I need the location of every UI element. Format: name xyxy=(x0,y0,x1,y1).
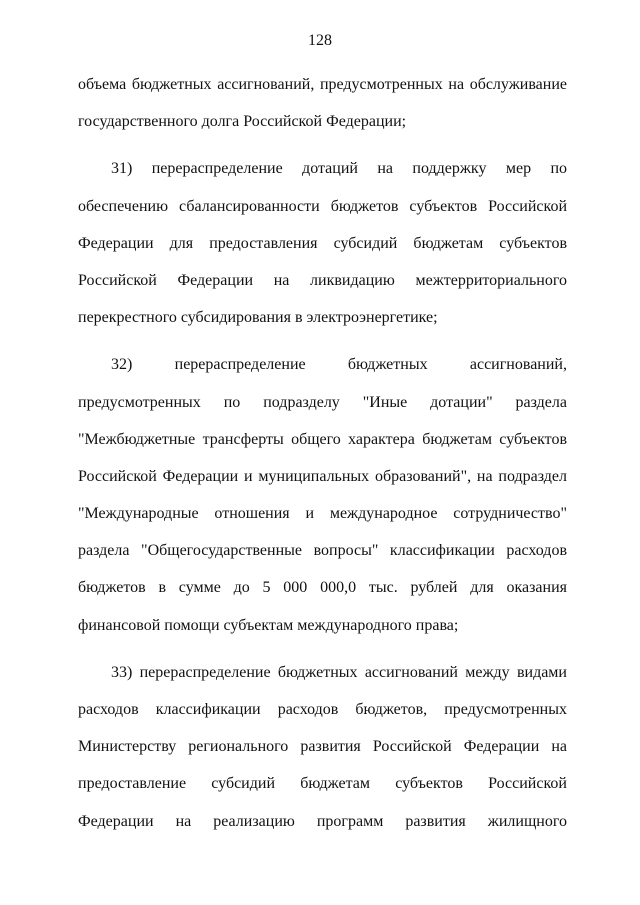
paragraph-item-33 xyxy=(78,654,567,840)
document-body xyxy=(78,66,567,840)
page-number: 128 xyxy=(308,32,332,49)
text-line: Федерации на реализацию программ развития жилищного xyxy=(78,812,567,830)
text-line: Министерству регионального развития Российской Федерации на xyxy=(78,738,567,756)
text-line: объема бюджетных ассигнований, предусмотренных на обслуживание xyxy=(78,76,567,93)
text-line: расходов классификации расходов бюджетов, предусмотренных xyxy=(78,701,567,718)
text-line: финансовой помощи субъектам международного права; xyxy=(78,616,459,634)
text-line: перекрестного субсидирования в электроэнергетике; xyxy=(78,309,438,327)
text-line: 33) перераспределение бюджетных ассигнований между видами xyxy=(111,663,567,681)
text-line: "Международные отношения и международное сотрудничество" xyxy=(78,505,567,523)
text-line: 32) перераспределение бюджетных ассигнований, xyxy=(111,356,567,374)
text-line: Российской Федерации на ликвидацию межтерриториального xyxy=(78,271,567,289)
text-line: раздела "Общегосударственные вопросы" классификации расходов xyxy=(78,542,567,560)
text-line: "Межбюджетные трансферты общего характера бюджетам субъектов xyxy=(78,430,567,448)
text-line: обеспечению сбалансированности бюджетов субъектов Российской xyxy=(78,197,567,215)
text-line: предусмотренных по подразделу "Иные дотации" раздела xyxy=(78,393,567,411)
paragraph-item-32 xyxy=(78,346,567,644)
text-line: Федерации для предоставления субсидий бюджетам субъектов xyxy=(78,234,567,252)
text-line: предоставление субсидий бюджетам субъектов Российской xyxy=(78,775,567,793)
text-line: Российской Федерации и муниципальных образований", на подраздел xyxy=(78,467,567,485)
text-line: бюджетов в сумме до 5 000 000,0 тыс. рублей для оказания xyxy=(78,579,567,597)
text-line: государственного долга Российской Федерации; xyxy=(78,113,407,131)
paragraph-continuation xyxy=(78,66,567,140)
text-line: 31) перераспределение дотаций на поддержку мер по xyxy=(111,160,567,178)
paragraph-item-31 xyxy=(78,150,567,336)
